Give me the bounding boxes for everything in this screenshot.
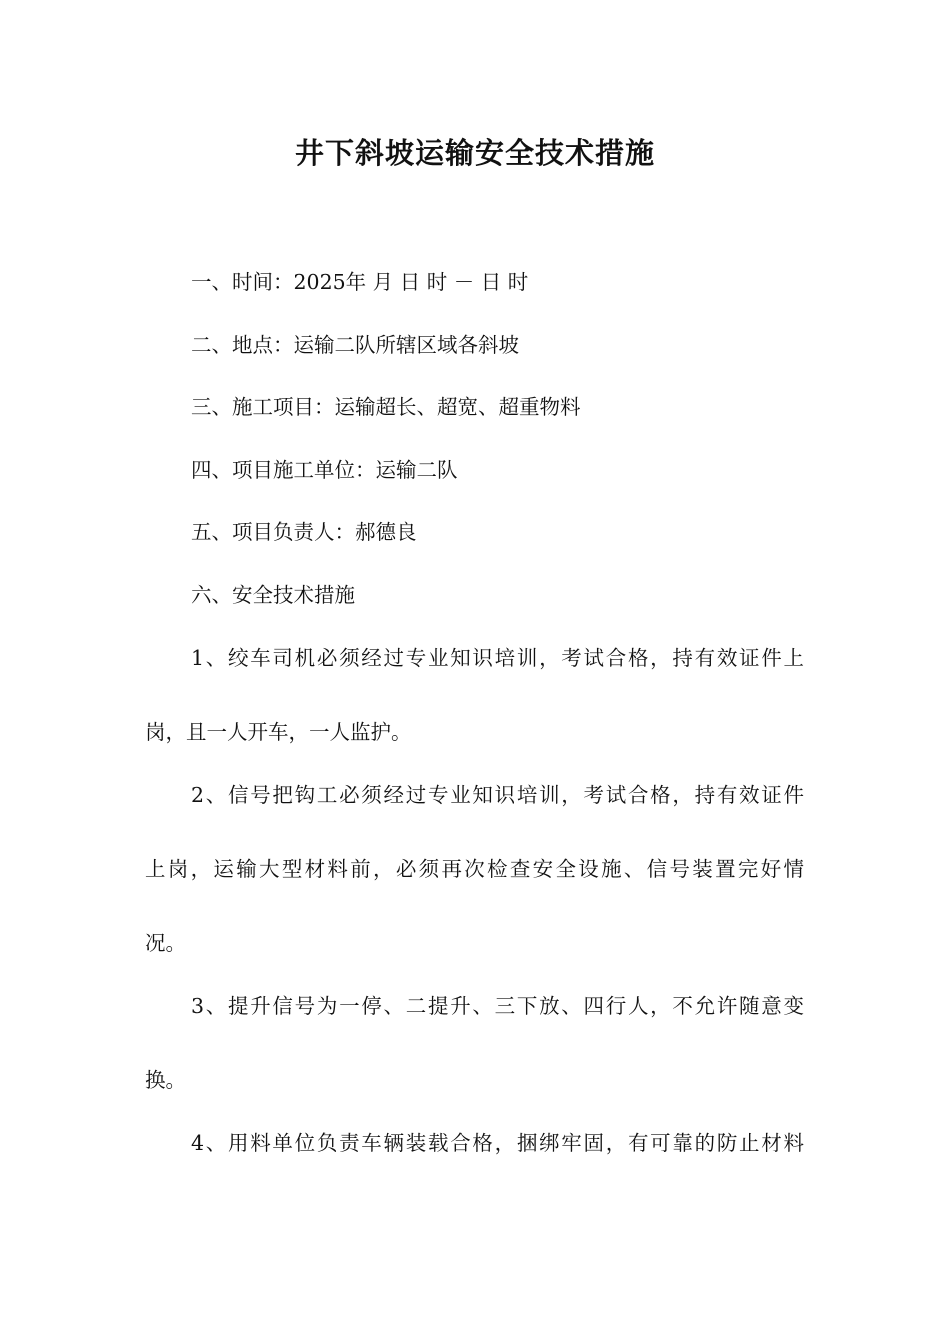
item-project: 三、施工项目：运输超长、超宽、超重物料 [191,395,581,419]
paragraph-3-line-1: 3、提升信号为一停、二提升、三下放、四行人，不允许随意变 [191,994,804,1018]
paragraph-1-line-1: 1、绞车司机必须经过专业知识培训，考试合格，持有效证件上 [191,646,804,670]
item-location: 二、地点：运输二队所辖区域各斜坡 [191,333,519,357]
document-title: 井下斜坡运输安全技术措施 [294,136,655,170]
paragraph-2-line-2: 上岗，运输大型材料前，必须再次检查安全设施、信号装置完好情 [145,857,804,881]
item-unit: 四、项目施工单位：运输二队 [191,458,458,482]
paragraph-4-line-1: 4、用料单位负责车辆装载合格，捆绑牢固，有可靠的防止材料 [191,1131,804,1155]
item-safety-heading: 六、安全技术措施 [191,583,355,607]
paragraph-2-line-3: 况。 [145,931,186,955]
paragraph-3-line-2: 换。 [145,1068,186,1092]
item-time: 一、时间：2025年 月 日 时 － 日 时 [191,270,529,294]
paragraph-2-line-1: 2、信号把钩工必须经过专业知识培训，考试合格，持有效证件 [191,783,804,807]
paragraph-1-line-2: 岗，且一人开车，一人监护。 [145,720,412,744]
item-leader: 五、项目负责人：郝德良 [191,520,417,544]
